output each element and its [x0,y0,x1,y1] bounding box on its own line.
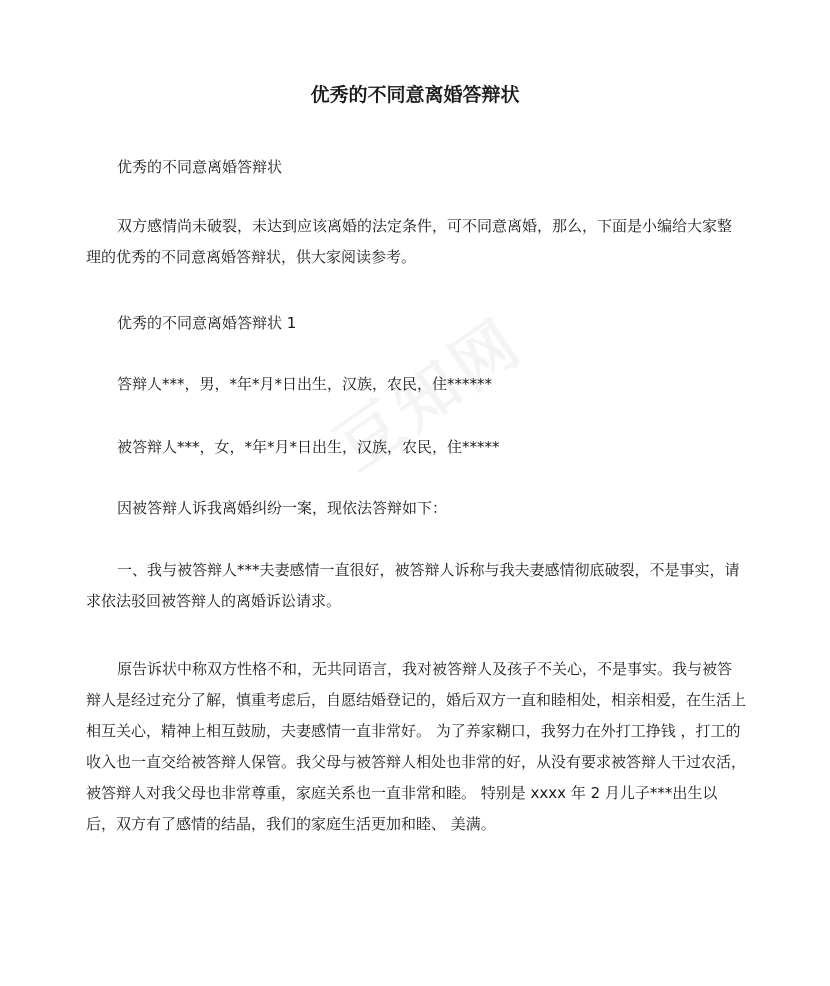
point-one-paragraph: 一、我与被答辩人***夫妻感情一直很好，被答辩人诉称与我夫妻感情彻底破裂，不是事实，请求依法驳回被答辩人的离婚诉讼请求。 [86,561,740,610]
basis-paragraph: 因被答辩人诉我离婚纠纷一案，现依法答辩如下： [117,499,448,517]
section-heading: 优秀的不同意离婚答辩状 1 [117,314,297,332]
subtitle-paragraph: 优秀的不同意离婚答辩状 [117,158,283,176]
intro-paragraph: 双方感情尚未破裂，未达到应该离婚的法定条件，可不同意离婚，那么，下面是小编给大家整理的优秀的不同意离婚答辩状，供大家阅读参考。 [86,217,733,266]
point-two-paragraph: 原告诉状中称双方性格不和，无共同语言，我对被答辩人及孩子不关心，不是事实。我与被答辩人是经过充分了解，慎重考虑后，自愿结婚登记的，婚后双方一直和睦相处，相亲相爱，在生活上相互关心，精神上相互鼓励，夫妻感情一直非常好。 为了养家糊口，我努力在外打工挣钱 ，打工的收入也一直交给被答辩人保管。我父母与被答辩人相处也非常的好，从没有要求被答辩人干过农活，被答辩人对我父母也非常尊重，家庭关系也一直非常和睦。 特别是 xxxx 年 2 月儿子***出生以后，双方有了感情的结晶，我们的家庭生活更加和睦、 美满。 [86,660,747,833]
document-title: 优秀的不同意离婚答辩状 [310,84,520,106]
respondent-paragraph: 答辩人***，男，*年*月*日出生，汉族，农民，住****** [117,375,493,393]
applicant-paragraph: 被答辩人***，女，*年*月*日出生，汉族，农民，住***** [117,438,500,456]
